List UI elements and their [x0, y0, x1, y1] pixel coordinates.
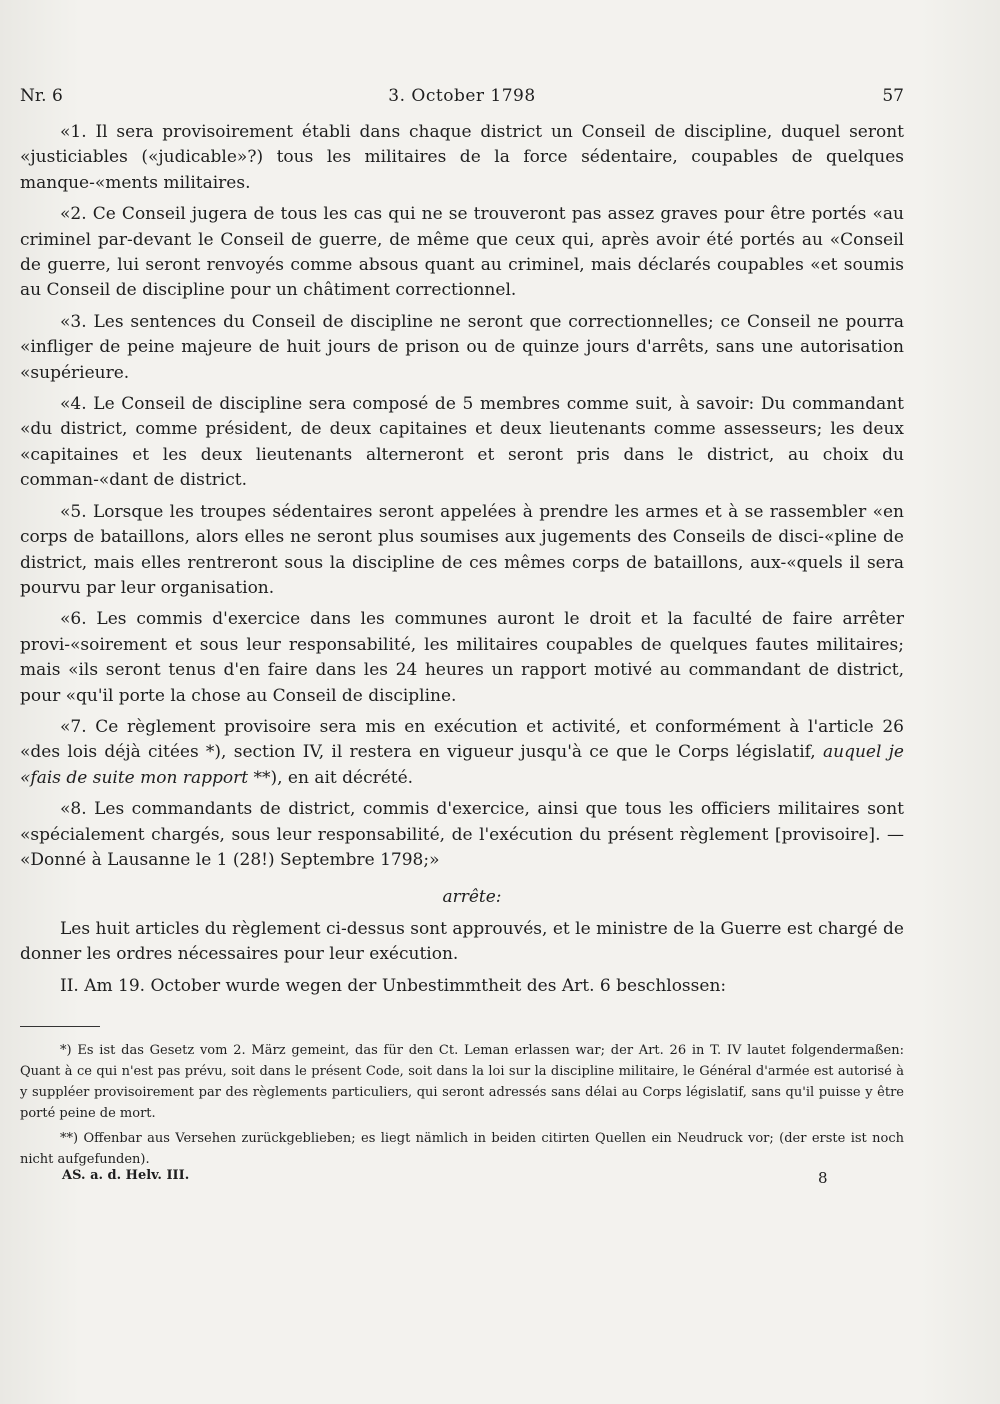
footnote-rule — [20, 1026, 100, 1027]
document-number: Nr. 6 — [20, 86, 63, 106]
footnote-2: **) Offenbar aus Versehen zurückgeblieben; es liegt nämlich in beiden citirten Quellen ein Neudruck vor; (der erste ist noch nicht aufgefunden). — [20, 1131, 904, 1167]
article-8: «8. Les commandants de district, commis d'exercice, ainsi que tous les officiers militaires sont «spécialement chargés, sous leur responsabilité, de l'exécution du présent règlement [provisoire]. — «Donné à Lausanne le 1 (28!) Septembre 1798;» — [20, 799, 904, 870]
article-7-text-b: **), en ait décrété. — [248, 767, 414, 788]
article-6: «6. Les commis d'exercice dans les communes auront le droit et la faculté de faire arrêter provi-«soirement et sous leur responsabilité, les militaires coupables de quelques fautes militaires; mais «ils seront tenus d'en faire dans les 24 heures un rapport motivé au commandant de district, pour «qu'il porte la chose au Conseil de discipline. — [20, 609, 904, 706]
article-1: «1. Il sera provisoirement établi dans chaque district un Conseil de discipline, duquel seront «justiciables («judicable»?) tous les militaires de la force sédentaire, coupables de quelques manque-«ments militaires. — [20, 122, 904, 193]
article-7-italic: auquel je «fais de suite mon rapport — [20, 742, 904, 788]
main-text — [20, 120, 904, 1005]
header-date: 3. October 1798 — [388, 86, 536, 106]
arrete-heading: arrête: — [442, 887, 502, 908]
section-ii-paragraph: II. Am 19. October wurde wegen der Unbestimmtheit des Art. 6 beschlossen: — [60, 975, 727, 996]
footnotes — [20, 1040, 904, 1174]
page-header — [20, 86, 904, 112]
page-number: 57 — [882, 86, 904, 106]
article-7-text-a: «7. Ce règlement provisoire sera mis en exécution et activité, et conformément à l'article 26 «des lois déjà citées *), section IV, il restera en vigueur jusqu'à ce que le Corps législatif, — [20, 716, 904, 763]
footnote-1: *) Es ist das Gesetz vom 2. März gemeint, das für den Ct. Leman erlassen war; der Art. 26 in T. IV lautet folgendermaßen: Quant à ce qui n'est pas prévu, soit dans le présent Code, soit dans la loi sur la discipline militaire, le Général d'armée est autorisé à y suppléer provisoirement par des règlements particuliers, qui seront adressés sans délai au Corps législatif, sans qu'il puisse y être porté peine de mort. — [20, 1043, 904, 1121]
source-reference: AS. a. d. Helv. III. — [62, 1168, 190, 1183]
article-2: «2. Ce Conseil jugera de tous les cas qui ne se trouveront pas assez graves pour être portés «au criminel par-devant le Conseil de guerre, de même que ceux qui, après avoir été portés au «Conseil de guerre, lui seront renvoyés comme absous quant au criminel, mais déclarés coupables «et soumis au Conseil de discipline pour un châtiment correctionnel. — [20, 204, 904, 301]
article-3: «3. Les sentences du Conseil de discipline ne seront que correctionnelles; ce Conseil ne pourra «infliger de peine majeure de huit jours de prison ou de quinze jours d'arrêts, sans une autorisation «supérieure. — [20, 311, 904, 383]
article-4: «4. Le Conseil de discipline sera composé de 5 membres comme suit, à savoir: Du commandant «du district, comme président, de deux capitaines et deux lieutenants comme assesseurs; les deux «capitaines et les deux lieutenants alterneront et seront pris dans le district, au choix du comman-«dant de district. — [20, 394, 904, 491]
decision-paragraph: Les huit articles du règlement ci-dessus sont approuvés, et le ministre de la Guerre est chargé de donner les ordres nécessaires pour leur exécution. — [20, 918, 904, 965]
signature-mark: 8 — [818, 1169, 828, 1187]
article-5: «5. Lorsque les troupes sédentaires seront appelées à prendre les armes et à se rassembler «en corps de bataillons, alors elles ne seront plus soumises aux jugements des Conseils de disci-«pline de district, mais elles rentreront sous la discipline de ces mêmes corps de bataillons, aux-«quels il sera pourvu par leur organisation. — [20, 501, 904, 598]
article-7 — [20, 715, 904, 791]
